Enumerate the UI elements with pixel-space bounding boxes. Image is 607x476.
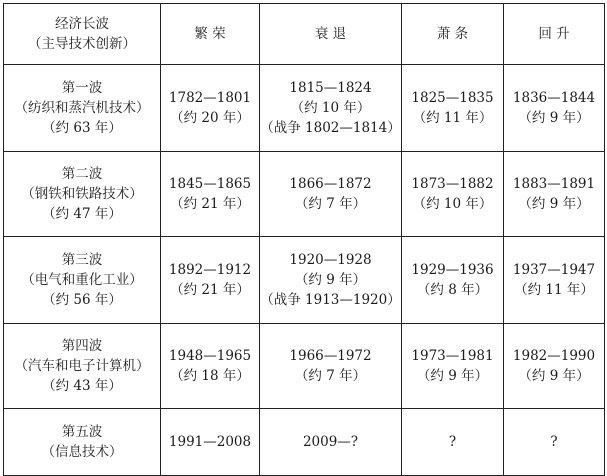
period-duration: （约 11 年） [514, 282, 594, 298]
depression-cell [402, 237, 504, 324]
table-row [4, 324, 605, 409]
table-row [4, 409, 605, 476]
header-row [4, 4, 605, 65]
period-range: 1866—1872 [289, 176, 372, 192]
recovery-cell [504, 409, 605, 476]
wave-tech: （信息技术） [41, 444, 123, 460]
long-wave-table [3, 3, 605, 476]
wave-tech: （电气和重化工业） [21, 272, 143, 288]
wave-name: 第一波 [61, 80, 103, 96]
recession-cell [260, 152, 402, 237]
period-range: 1920—1928 [289, 252, 372, 268]
depression-cell [402, 409, 504, 476]
wave-cell [4, 237, 161, 324]
period-range: 1825—1835 [411, 90, 494, 106]
header-prosperity [161, 4, 260, 65]
table-row [4, 65, 605, 152]
period-range: 2009—? [302, 434, 359, 450]
period-range: 1873—1882 [411, 176, 494, 192]
header-recession-label: 衰 退 [314, 26, 347, 42]
recovery-cell [504, 324, 605, 409]
wave-duration: （约 63 年） [42, 120, 122, 136]
table-row [4, 237, 605, 324]
depression-cell [402, 65, 504, 152]
header-prosperity-label: 繁 荣 [194, 26, 226, 42]
wave-cell [4, 324, 161, 409]
depression-cell [402, 324, 504, 409]
depression-cell [402, 152, 504, 237]
prosperity-cell [161, 409, 260, 476]
period-range: 1991—2008 [168, 434, 252, 450]
recovery-cell [504, 152, 605, 237]
header-wave-title: 经济长波 [55, 16, 109, 32]
wave-cell [4, 409, 161, 476]
period-duration: （约 9 年） [518, 110, 590, 126]
prosperity-cell [161, 65, 260, 152]
header-recovery-label: 回 升 [538, 26, 570, 42]
prosperity-cell [161, 324, 260, 409]
period-range: 1929—1936 [411, 262, 494, 278]
period-range: 1948—1965 [168, 348, 252, 364]
recession-cell [260, 324, 402, 409]
period-range: ? [448, 434, 457, 450]
recession-cell [260, 65, 402, 152]
period-duration: （约 8 年） [416, 282, 489, 298]
wave-name: 第二波 [61, 166, 103, 182]
wave-name: 第三波 [61, 252, 103, 268]
period-duration: （约 9 年） [518, 196, 590, 212]
period-range: 1937—1947 [512, 262, 596, 278]
wave-name: 第五波 [61, 424, 103, 440]
header-depression [402, 4, 504, 65]
war-note: （战争 1913—1920） [260, 292, 401, 308]
wave-tech: （汽车和电子计算机） [14, 358, 150, 374]
period-duration: （约 9 年） [518, 368, 590, 384]
period-range: 1883—1891 [512, 176, 596, 192]
prosperity-cell [161, 237, 260, 324]
period-range: 1973—1981 [411, 348, 494, 364]
period-duration: （约 9 年） [294, 272, 367, 288]
period-duration: （约 10 年） [290, 100, 371, 116]
recovery-cell [504, 65, 605, 152]
prosperity-cell [161, 152, 260, 237]
period-duration: （约 18 年） [170, 368, 250, 384]
period-duration: （约 21 年） [170, 196, 250, 212]
period-range: 1836—1844 [512, 90, 596, 106]
header-wave-subtitle: （主导技术创新） [28, 36, 136, 52]
period-range: 1782—1801 [168, 90, 252, 106]
table-row [4, 152, 605, 237]
period-duration: （约 11 年） [412, 110, 493, 126]
header-depression-label: 萧 条 [436, 26, 469, 42]
period-range: 1845—1865 [168, 176, 252, 192]
period-range: 1966—1972 [289, 348, 372, 364]
period-duration: （约 7 年） [294, 196, 367, 212]
header-recovery [504, 4, 605, 65]
period-range: 1815—1824 [289, 80, 372, 96]
period-duration: （约 20 年） [170, 110, 250, 126]
wave-duration: （约 47 年） [42, 206, 122, 222]
recession-cell [260, 409, 402, 476]
period-range: 1892—1912 [168, 262, 252, 278]
wave-duration: （约 56 年） [42, 292, 122, 308]
wave-duration: （约 43 年） [42, 378, 122, 394]
wave-name: 第四波 [61, 338, 103, 354]
wave-cell [4, 65, 161, 152]
wave-tech: （钢铁和铁路技术） [21, 186, 143, 202]
war-note: （战争 1802—1814） [260, 120, 401, 136]
recession-cell [260, 237, 402, 324]
period-duration: （约 10 年） [412, 196, 493, 212]
period-duration: （约 7 年） [294, 368, 367, 384]
period-duration: （约 9 年） [416, 368, 489, 384]
period-range: ? [550, 434, 558, 450]
period-duration: （约 21 年） [170, 282, 250, 298]
recovery-cell [504, 237, 605, 324]
period-range: 1982—1990 [512, 348, 596, 364]
wave-cell [4, 152, 161, 237]
header-recession [260, 4, 402, 65]
wave-tech: （纺织和蒸汽机技术） [14, 100, 150, 116]
header-wave [4, 4, 161, 65]
